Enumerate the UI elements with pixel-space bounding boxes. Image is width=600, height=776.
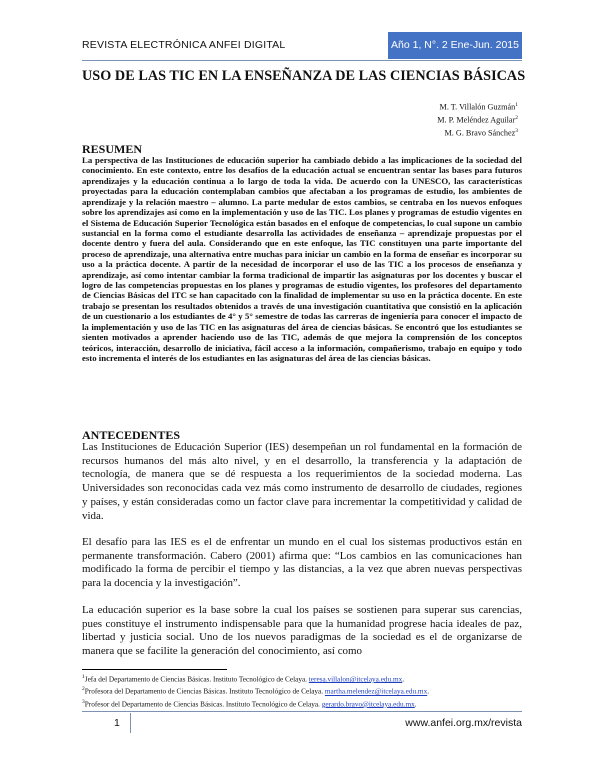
journal-website: www.anfei.org.mx/revista — [405, 717, 522, 729]
author-email-link[interactable]: teresa.villalon@itcelaya.edu.mx — [308, 675, 403, 684]
author-list — [437, 100, 518, 140]
issue-badge: Año 1, N°. 2 Ene-Jun. 2015 — [388, 32, 522, 59]
footnote-rule — [82, 669, 227, 670]
author-2: M. P. Meléndez Aguilar$^2$ — [437, 115, 518, 125]
running-footer — [82, 711, 522, 734]
abstract-heading: RESUMEN — [82, 142, 143, 156]
author-email-link[interactable]: martha.melendez@itcelaya.edu.mx — [324, 687, 428, 696]
running-header — [82, 30, 522, 61]
body-paragraph-2: El desafío para las IES es el de enfrentar un mundo en el cual los sistemas productivos están en permanente transformación. Cabero (2001) afirma que: “Los cambios en las comunicaciones han modificado la forma de percibir el tiempo y las distancias, a la vez que abren nuevas perspectivas para la docencia y la investigación”. — [82, 536, 522, 590]
footnote-3: $^3$Profesor del Departamento de Ciencias Básicas. Instituto Tecnológico de Celaya. gerardo.bravo@itcelaya.edu.mx. — [82, 698, 417, 709]
body-paragraph-3: La educación superior es la base sobre la cual los países se sostienen para superar sus carencias, pues constituye el instrumento indispensable para que la humanidad progrese hacia ideales de paz, libertad y justicia social. Uno de los nuevos paradigmas de la sociedad es el de organizarse de manera que se facilite la generación del conocimiento, así como — [82, 604, 522, 658]
author-3: M. G. Bravo Sánchez$^3$ — [444, 128, 518, 139]
abstract-text: La perspectiva de las Instituciones de educación superior ha cambiado debido a las implicaciones de la sociedad del conocimiento. En este contexto, entre los desafíos de la educación actual se encuentran sentar las bases para futuros aprendizajes y la educación continua a lo largo de toda la vida. De acuerdo con la UNESCO, las características proyectadas para la educación contemplaban cambios que afectaban a los programas de estudio, los ambientes de aprendizaje y la relación maestro – alumno. La parte medular de estos cambios, se centraba en los nuevos enfoques sobre los aprendizajes así como en la implementación y uso de las TIC. Los planes y programas de estudio vigentes en el Sistema de Educación Superior Tecnológica están basados en el enfoque de competencias, lo cual supone un cambio sustancial en la forma como el estudiante desarrolla las actividades de enseñanza – aprendizaje propuestas por el docente dentro y fuera del aula. Considerando que en este enfoque, las TIC constituyen una parte importante del proceso de aprendizaje, una alternativa entre muchas para iniciar un cambio en la forma de enseñar es incorporar su uso a la práctica docente. A partir de la necesidad de incorporar el uso de las TIC a los procesos de enseñanza y aprendizaje, así como intentar cambiar la forma tradicional de impartir las asignaturas por los docentes y buscar el logro de las competencias propuestas en los planes y programas de estudio vigentes, los profesores del departamento de Ciencias Básicas del ITC se han capacitado con la finalidad de implementar su uso en la práctica docente. En este trabajo se presentan los resultados obtenidos a través de una investigación cuantitativa que consistió en la aplicación de un cuestionario a los estudiantes de 4° y 5° semestre de todas las carreras de ingeniería para conocer el impacto de la implementación y uso de las TIC en las asignaturas del área de ciencias básicas. Se encontró que los estudiantes se sienten motivados a aprender haciendo uso de las TIC, además de que mejora la comprensión de los conceptos teóricos, interacción, desarrollo de iniciativa, fácil acceso a la información, compañerismo, trabajo en equipo y todo esto incrementa el interés de los estudiantes en las asignaturas del área de las ciencias básicas. — [82, 155, 522, 364]
journal-name: REVISTA ELECTRÓNICA ANFEI DIGITAL — [82, 39, 286, 51]
page-number-divider — [130, 713, 131, 733]
paper-title: USO DE LAS TIC EN LA ENSEÑANZA DE LAS CIENCIAS BÁSICAS — [82, 68, 526, 84]
page-number: 1 — [114, 717, 120, 729]
footnotes — [82, 672, 542, 709]
section-heading-antecedentes: ANTECEDENTES — [82, 428, 181, 442]
body-paragraph-1: Las Instituciones de Educación Superior (IES) desempeñan un rol fundamental en la formación de recursos humanos del más alto nivel, y en el desarrollo, la transferencia y la adaptación de tecnología, de manera que se dé respuesta a los requerimientos de la sociedad moderna. Las Universidades son reconocidas cada vez más como instrumento de desarrollo de ciudades, regiones y países, y están consideradas como un factor clave para incrementar la competitividad y calidad de vida. — [82, 441, 522, 522]
footnote-2: $^2$Profesora del Departamento de Ciencias Básicas. Instituto Tecnológico de Celaya. martha.melendez@itcelaya.edu.mx. — [82, 686, 430, 696]
author-1: M. T. Villalón Guzmán$^1$ — [439, 102, 518, 112]
footnote-1: $^1$Jefa del Departamento de Ciencias Básicas. Instituto Tecnológico de Celaya. teresa.villalon@itcelaya.edu.mx. — [82, 674, 405, 684]
author-email-link[interactable]: gerardo.bravo@itcelaya.edu.mx — [321, 700, 415, 709]
